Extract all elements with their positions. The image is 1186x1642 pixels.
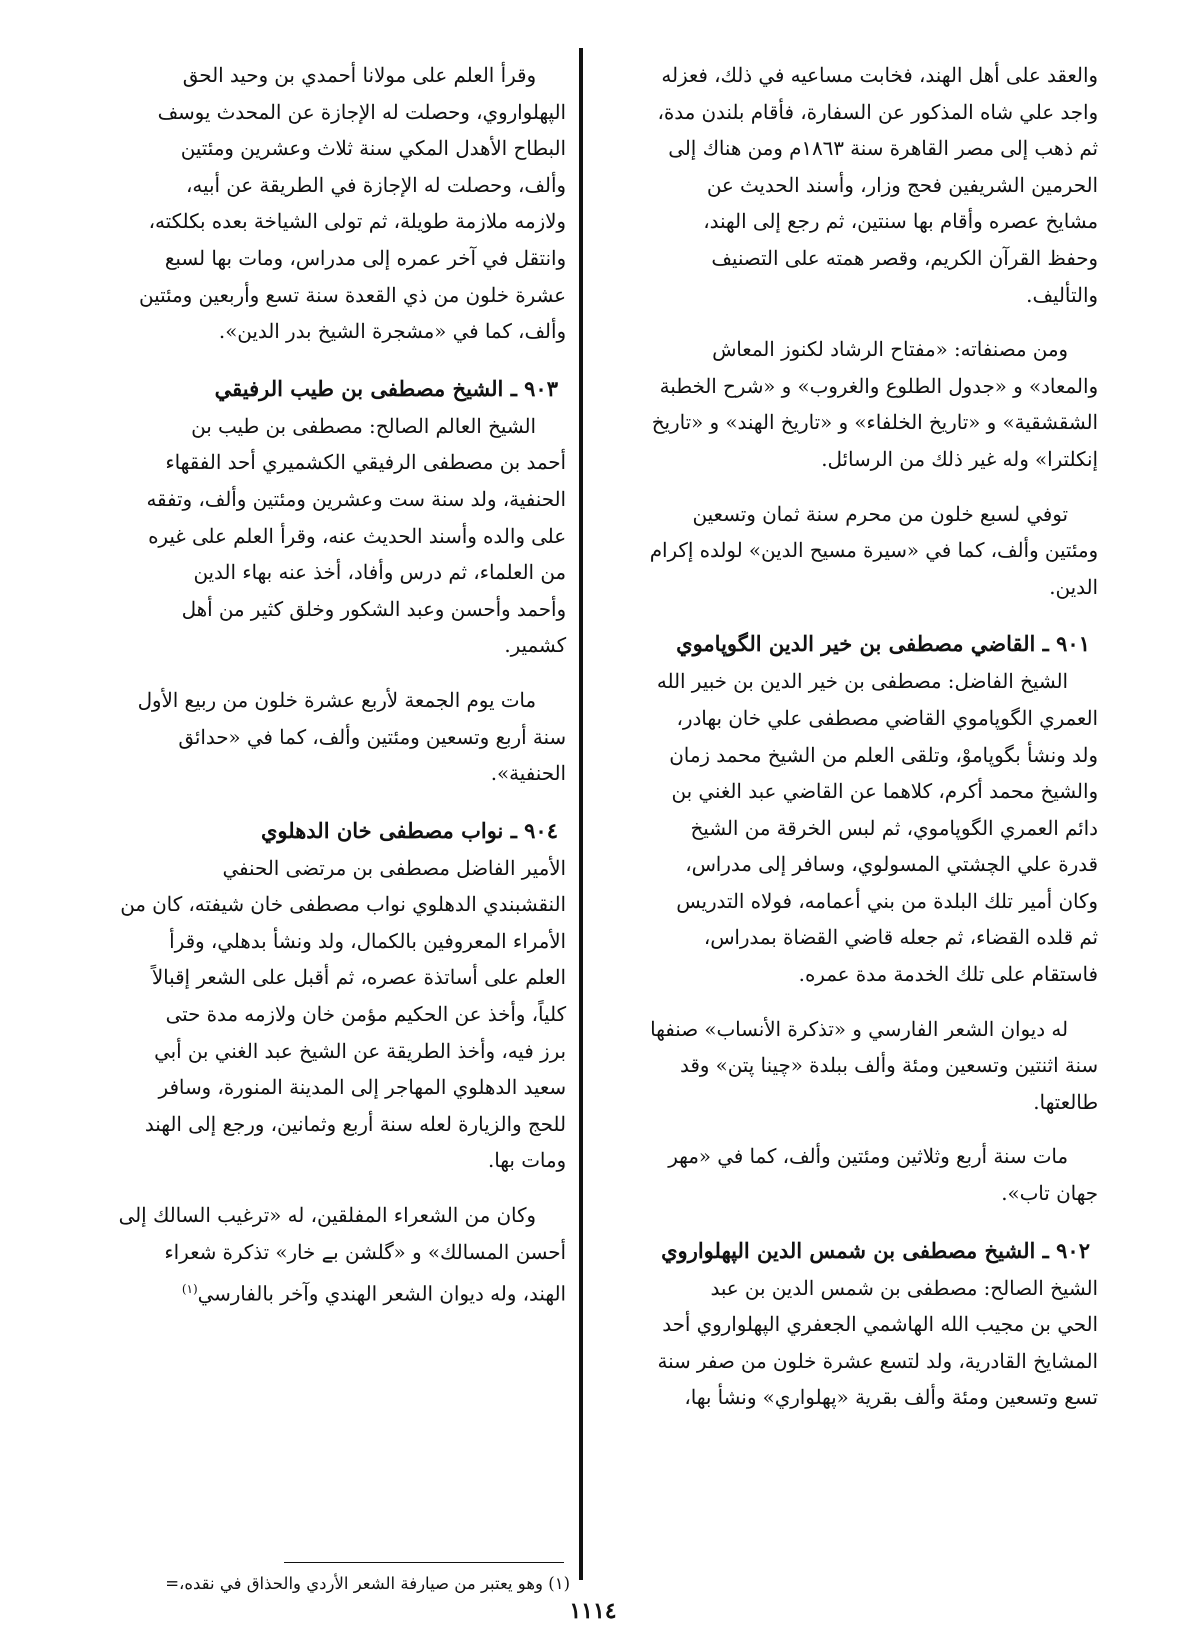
text-line: أحسن المسالك» و «گلشن بے خار» تذكرة شعراء [164, 1240, 566, 1264]
text-line: تسع وتسعين ومئة وألف بقرية «پهلواري» ونشأ بها، [684, 1386, 1098, 1410]
text-line: قدرة علي الچشتي المسولوي، وسافر إلى مدراس، [685, 853, 1098, 877]
text-line: من العلماء، ثم درس وأفاد، أخذ عنه بهاء الدين [193, 561, 566, 585]
paragraph [56, 851, 566, 1180]
paragraph [602, 1271, 1098, 1417]
text-line: المشايخ القادرية، ولد لتسع عشرة خلون من صفر سنة [657, 1349, 1098, 1373]
paragraph [602, 1139, 1098, 1212]
text-line: على والده وأسند الحديث عنه، وقرأ العلم على غيره [148, 524, 566, 548]
text-line: مشايخ عصره وأقام بها سنتين، ثم رجع إلى الهند، [703, 210, 1098, 234]
text-line: له ديوان الشعر الفارسي و «تذكرة الأنساب» صنفها [650, 1017, 1068, 1041]
text-line: والتأليف. [1026, 283, 1098, 307]
column-divider [579, 48, 583, 1580]
text-line: سعيد الدهلوي المهاجر إلى المدينة المنورة، وسافر [158, 1076, 566, 1100]
text-line: ومئتين وألف، كما في «سيرة مسيح الدين» لولده إكرام [649, 539, 1098, 563]
text-line: عشرة خلون من ذي القعدة سنة تسع وأربعين ومئتين [139, 283, 566, 307]
text-line: مات يوم الجمعة لأربع عشرة خلون من ربيع الأول [137, 688, 536, 712]
text-line: الشيخ الصالح: مصطفى بن شمس الدين بن عبد [710, 1276, 1098, 1300]
text-line: أحمد بن مصطفى الرفيقي الكشميري أحد الفقهاء [165, 451, 566, 475]
footnote-marker: (١) [181, 1282, 198, 1297]
paragraph [602, 1012, 1098, 1122]
text-line: النقشبندي الدهلوي نواب مصطفى خان شيفته، كان من [120, 893, 566, 917]
text-line: فاستقام على تلك الخدمة مدة عمره. [798, 963, 1098, 987]
text-line: برز فيه، وأخذ الطريقة عن الشيخ عبد الغني بن أبي [154, 1039, 566, 1063]
text-line: الشقشقية» و «تاريخ الخلفاء» و «تاريخ الهند» و «تاريخ [651, 411, 1098, 435]
text-line: كلياً، وأخذ عن الحكيم مؤمن خان ولازمه مدة حتى [165, 1003, 566, 1027]
text-line: وألف، كما في «مشجرة الشيخ بدر الدين». [218, 320, 566, 344]
paragraph [602, 332, 1098, 478]
text-line: وأحمد وأحسن وعبد الشكور وخلق كثير من أهل [181, 597, 566, 621]
left-column [56, 58, 566, 1313]
footnote-rule [284, 1562, 564, 1563]
right-column [602, 58, 1098, 1417]
text-line: وحفظ القرآن الكريم، وقصر همته على التصنيف [711, 246, 1098, 270]
text-line: البطاح الأهدل المكي سنة ثلاث وعشرين ومئتين [180, 137, 566, 161]
text-line: ومات بها. [487, 1149, 566, 1173]
text-line: والعقد على أهل الهند، فخابت مساعيه في ذلك، فعزله [661, 64, 1098, 87]
entry-heading-902: ٩٠٢ ـ الشيخ مصطفى بن شمس الدين الپهلواروي [661, 1237, 1090, 1263]
text-line: للحج والزيارة لعله سنة أربع وثمانين، ورجع إلى الهند [144, 1112, 566, 1136]
paragraph [602, 497, 1098, 607]
text-line: إنكلترا» وله غير ذلك من الرسائل. [821, 447, 1098, 471]
text-line: جهان تاب». [1001, 1182, 1098, 1206]
text-line: كشمير. [504, 634, 566, 658]
entry-heading-901: ٩٠١ ـ القاضي مصطفى بن خير الدين الگوپاموي [676, 631, 1090, 657]
text-line: الشيخ الفاضل: مصطفى بن خير الدين بن خبير الله [656, 670, 1068, 694]
text-line: ثم قلده القضاء، ثم جعله قاضي القضاة بمدراس، [703, 926, 1098, 950]
page-number: ١١١٤ [569, 1598, 617, 1624]
entry-heading-904: ٩٠٤ ـ نواب مصطفى خان الدهلوي [260, 817, 558, 843]
text-line: واجد علي شاه المذكور عن السفارة، فأقام بلندن مدة، [657, 100, 1098, 124]
text-line: وألف، وحصلت له الإجازة في الطريقة عن أبيه، [186, 173, 566, 197]
text-line: ثم ذهب إلى مصر القاهرة سنة ١٨٦٣م ومن هناك إلى [668, 137, 1098, 161]
text-line: الأمير الفاضل مصطفى بن مرتضى الحنفي [222, 856, 566, 880]
text-line: والمعاد» و «جدول الطلوع والغروب» و «شرح الخطبة [659, 374, 1098, 398]
text-line: وانتقل في آخر عمره إلى مدراس، ومات بها لسبع [164, 246, 566, 270]
text-line: العلم على أساتذة عصره، ثم أقبل على الشعر إقبالاً [151, 966, 566, 990]
paragraph [56, 683, 566, 793]
text-line: الحي بن مجيب الله الهاشمي الجعفري الپهلواروي أحد [662, 1313, 1098, 1337]
text-line: توفي لسبع خلون من محرم سنة ثمان وتسعين [692, 502, 1068, 526]
text-line: الدين. [1049, 575, 1098, 599]
text-line: العمري الگوپاموي القاضي مصطفى علي خان بهادر، [676, 706, 1098, 730]
paragraph [56, 58, 566, 351]
text-line: سنة اثنتين وتسعين ومئة وألف ببلدة «چينا پتن» وقد [679, 1054, 1098, 1078]
text-line: وكان أمير تلك البلدة من بني أعمامه، فولاه التدريس [676, 889, 1098, 913]
text-line: الپهلواروي، وحصلت له الإجازة عن المحدث يوسف [157, 100, 566, 124]
text-line: ولازمه ملازمة طويلة، ثم تولى الشياخة بعده بكلكته، [148, 210, 566, 234]
text-line: وكان من الشعراء المفلقين، له «ترغيب السالك إلى [118, 1204, 536, 1228]
paragraph [602, 664, 1098, 993]
text-line: الهند، وله ديوان الشعر الهندي وآخر بالفارسي$^{(١)}$ [181, 1282, 566, 1306]
entry-heading-903: ٩٠٣ ـ الشيخ مصطفى بن طيب الرفيقي [214, 375, 558, 401]
text-line: وقرأ العلم على مولانا أحمدي بن وحيد الحق [182, 64, 536, 87]
text-line: الشيخ العالم الصالح: مصطفى بن طيب بن [191, 414, 536, 438]
paragraph [56, 1198, 566, 1313]
text-line: دائم العمري الگوپاموي، ثم لبس الخرقة من الشيخ [690, 816, 1098, 840]
paragraph [602, 58, 1098, 314]
text-line: والشيخ محمد أكرم، كلاهما عن القاضي عبد الغني بن [671, 780, 1098, 804]
text-line: سنة أربع وتسعين ومئتين وألف، كما في «حدائق [178, 725, 566, 749]
paragraph [56, 409, 566, 665]
text-line: مات سنة أربع وثلاثين ومئتين وألف، كما في «مهر [668, 1145, 1068, 1169]
text-line: ومن مصنفاته: «مفتاح الرشاد لكنوز المعاش [712, 338, 1068, 362]
text-line: الحنفية، ولد سنة ست وعشرين ومئتين وألف، وتفقه [146, 487, 566, 511]
text-line: الحرمين الشريفين فحج وزار، وأسند الحديث عن [706, 173, 1098, 197]
text-line: طالعتها. [1033, 1090, 1098, 1114]
text-line: ولد ونشأ بگوپاموْ، وتلقى العلم من الشيخ محمد زمان [669, 743, 1098, 767]
text-line: الأمراء المعروفين بالكمال، ولد ونشأ بدهلي، وقرأ [169, 929, 566, 953]
text-line: الحنفية». [490, 762, 566, 786]
footnote: (١) وهو يعتبر من صيارفة الشعر الأردي والحذاق في نقده،= [165, 1574, 570, 1593]
